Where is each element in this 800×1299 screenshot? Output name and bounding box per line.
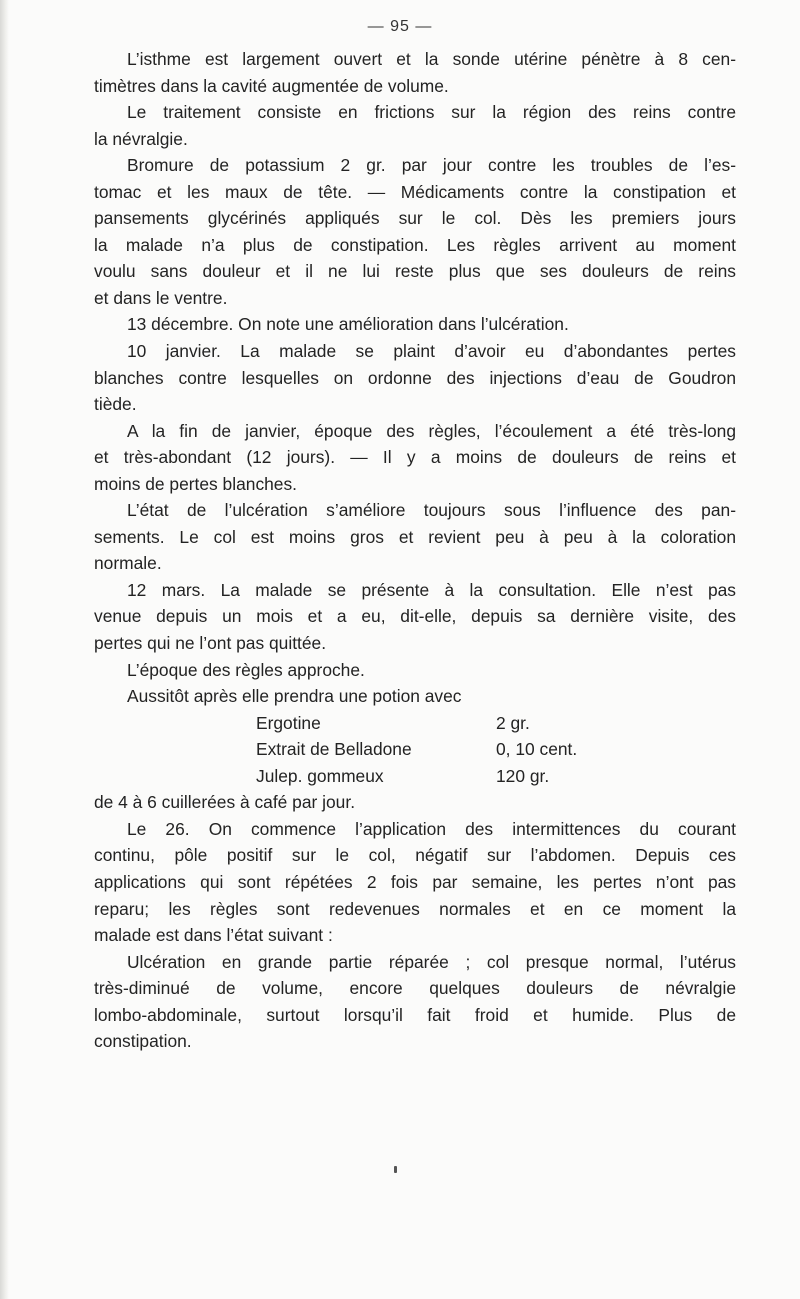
prescription-name: Extrait de Belladone (256, 739, 412, 760)
text-line: tomac et les maux de tête. — Médicaments contre la constipation et (94, 181, 736, 202)
text-line: L’époque des règles approche. (127, 659, 365, 680)
text-line: Ulcération en grande partie réparée ; col presque normal, l’utérus (127, 951, 736, 972)
text-line: Le traitement consiste en frictions sur la région des reins contre (127, 102, 736, 123)
text-line: la névralgie. (94, 128, 188, 149)
text-line: et très-abondant (12 jours). — Il y a moins de douleurs de reins et (94, 447, 736, 468)
page-spine-shadow (0, 0, 9, 1299)
text-line: 13 décembre. On note une amélioration dans l’ulcération. (127, 314, 569, 335)
prescription-item (256, 763, 736, 790)
text-line: la malade n’a plus de constipation. Les règles arrivent au moment (94, 234, 736, 255)
prescription-name: Julep. gommeux (256, 765, 384, 786)
page-number: — 95 — (367, 18, 433, 35)
prescription-quantity: 120 gr. (496, 765, 550, 786)
prescription-item (256, 710, 736, 737)
text-line: constipation. (94, 1031, 192, 1052)
text-line: blanches contre lesquelles on ordonne des injections d’eau de Goudron (94, 367, 736, 388)
text-line: pansements glycérinés appliqués sur le col. Dès les premiers jours (94, 208, 736, 229)
text-line: tiède. (94, 394, 137, 415)
text-line: L’état de l’ulcération s’améliore toujours sous l’influence des pan- (127, 500, 736, 521)
text-line: pertes qui ne l’ont pas quittée. (94, 633, 327, 654)
text-line: sements. Le col est moins gros et revient peu à peu à la coloration (94, 526, 736, 547)
text-line: timètres dans la cavité augmentée de volume. (94, 75, 449, 96)
prescription-quantity: 2 gr. (496, 712, 530, 733)
text-line: continu, pôle positif sur le col, négatif sur l’abdomen. Depuis ces (94, 845, 736, 866)
ink-speck (394, 1166, 397, 1173)
text-line: malade est dans l’état suivant : (94, 925, 333, 946)
prescription-name: Ergotine (256, 712, 321, 733)
text-line: Bromure de potassium 2 gr. par jour contre les troubles de l’es- (127, 155, 736, 176)
text-line: L’isthme est largement ouvert et la sonde utérine pénètre à 8 cen- (127, 49, 736, 69)
text-line: et dans le ventre. (94, 287, 228, 308)
text-line: reparu; les règles sont redevenues normales et en ce moment la (94, 898, 736, 919)
dosage-line: de 4 à 6 cuillerées à café par jour. (94, 792, 356, 813)
text-line: applications qui sont répétées 2 fois par semaine, les pertes n’ont pas (94, 871, 736, 892)
text-line: 10 janvier. La malade se plaint d’avoir eu d’abondantes pertes (127, 341, 736, 362)
text-line: Le 26. On commence l’application des intermittences du courant (127, 818, 736, 839)
text-line: très-diminué de volume, encore quelques douleurs de névralgie (94, 978, 736, 999)
body-text (94, 46, 736, 1055)
text-line: Aussitôt après elle prendra une potion avec (127, 686, 462, 707)
text-line: voulu sans douleur et il ne lui reste plus que ses douleurs de reins (94, 261, 736, 282)
text-line: A la fin de janvier, époque des règles, l’écoulement a été très-long (127, 420, 736, 441)
text-line: 12 mars. La malade se présente à la consultation. Elle n’est pas (127, 579, 736, 600)
prescription-quantity: 0, 10 cent. (496, 739, 578, 760)
text-line: moins de pertes blanches. (94, 473, 298, 494)
text-line: lombo-abdominale, surtout lorsqu’il fait froid et humide. Plus de (94, 1004, 736, 1025)
text-line: venue depuis un mois et a eu, dit-elle, depuis sa dernière visite, des (94, 606, 736, 627)
prescription-item (256, 736, 736, 763)
text-line: normale. (94, 553, 162, 574)
